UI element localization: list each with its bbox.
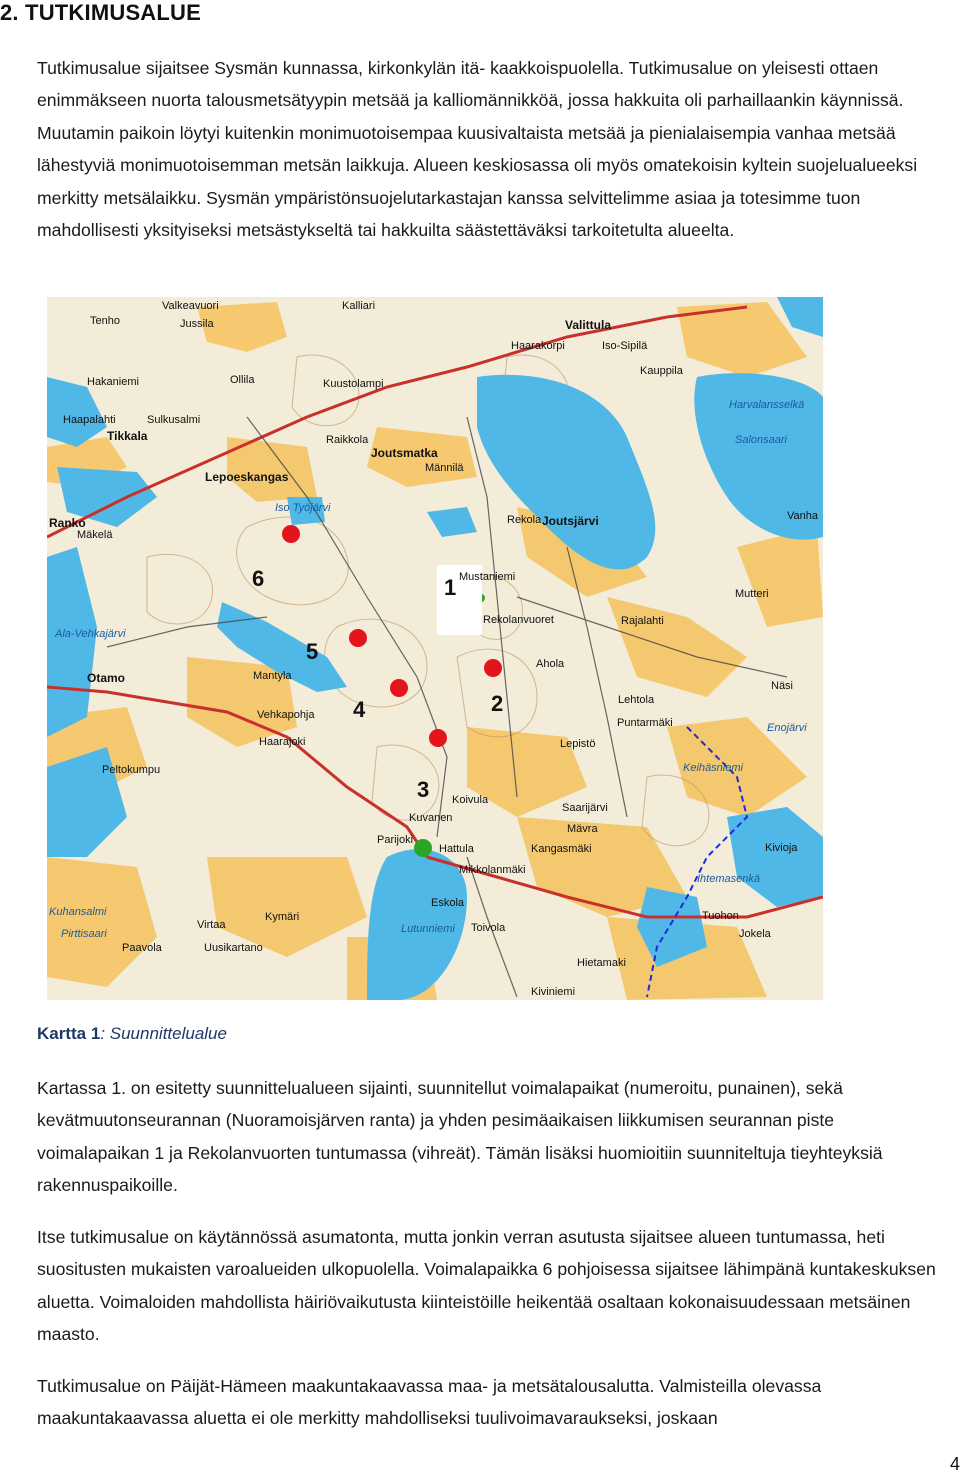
place-label: Mantyla <box>253 670 292 682</box>
place-label: Mikkolanmäki <box>459 864 526 876</box>
site-number-5: 5 <box>306 639 319 664</box>
place-label: Mutteri <box>735 588 769 600</box>
place-label: Paavola <box>122 942 162 954</box>
place-label: Keihäsniemi <box>683 762 743 774</box>
place-label: Ahola <box>536 658 565 670</box>
place-label: Lepoeskangas <box>205 470 289 484</box>
place-label: Ihtemasenkä <box>697 873 760 885</box>
place-label: Iso-Sipilä <box>602 340 648 352</box>
place-label: Hakaniemi <box>87 376 139 388</box>
place-label: Rekola <box>507 514 542 526</box>
place-label: Hattula <box>439 843 474 855</box>
place-label: Kuustolampi <box>323 378 384 390</box>
place-label: Valkeavuori <box>162 300 219 312</box>
place-label: Pirttisaari <box>61 928 107 940</box>
place-label: Sulkusalmi <box>147 414 201 426</box>
site-number-2: 2 <box>491 691 504 716</box>
place-label: Tuohon <box>702 910 739 922</box>
paragraph-zoning: Tutkimusalue on Päijät-Hämeen maakuntakaavassa maa- ja metsätalousalutta. Valmisteilla olevassa maakuntakaavassa aluetta ei ole merkitty mahdolliseksi tuulivoimavaraukseksi, joskaan <box>37 1376 822 1429</box>
place-label: Kuvanen <box>409 812 453 824</box>
paragraph-settlement: Itse tutkimusalue on käytännössä asumatonta, mutta jonkin verran asutusta sijaitsee alueen tuntumassa, heti suositusten mukaisten varoalueiden ulkopuolella. Voimalapaikka 6 pohjoisessa sijaitsee lähimpänä kuntakeskuksen aluetta. Voimaloiden mahdollista häiriövaikutusta kiinteistöille heikentää osaltaan kokonaisuudessaan metsäinen maasto. <box>37 1227 936 1345</box>
place-label: Otamo <box>87 671 126 685</box>
place-label: Lehtola <box>618 694 655 706</box>
place-label: Näsi <box>771 680 794 692</box>
place-label: Vehkapohja <box>257 709 315 721</box>
place-label: Mävra <box>567 823 598 835</box>
place-label: Kuhansalmi <box>49 906 107 918</box>
place-label: Haapalahti <box>63 414 116 426</box>
place-label: Kymäri <box>265 911 300 923</box>
place-label: Haarakorpi <box>511 340 565 352</box>
place-label: Saarijärvi <box>562 802 608 814</box>
paragraph-intro: Tutkimusalue sijaitsee Sysmän kunnassa, kirkonkylän itä- kaakkoispuolella. Tutkimusalue on yleisesti ottaen enimmäkseen nuorta talousmetsätyypin metsää ja kalliomännikköä, jossa hakkuita oli parhaillaankin käynnissä. Muutamin paikoin löytyi kuitenkin monimuotoisempaa kuusivaltaista metsää ja pienialaisempia vanhaa metsää lähestyviä monimuotoisemman metsän laikkuja. Alueen keskiosassa oli myös omatekoisin kyltein suojelualueeksi merkitty metsälaikku. Sysmän ympäristönsuojelutarkastajan kanssa selvittelimme asiaa ja totesimme tuon mahdollisesti yksityiseksi metsästykseltä tai hakkuilta säästettäväksi tarkoitetulta alueelta. <box>37 58 918 241</box>
place-label: Joutsmatka <box>371 446 438 460</box>
place-label: Iso Työjärvi <box>275 502 331 514</box>
place-label: Ala-Vehkajärvi <box>55 628 126 640</box>
place-label: Kangasmäki <box>531 843 592 855</box>
place-label: Koivula <box>452 794 489 806</box>
place-label: Kauppila <box>640 365 683 377</box>
place-label: Puntarmäki <box>617 717 673 729</box>
place-label: Peltokumpu <box>102 764 161 776</box>
place-label: Jokela <box>739 928 771 940</box>
place-label: Ranko <box>49 516 86 530</box>
paragraph-map-description: Kartassa 1. on esitetty suunnittelualueen sijainti, suunnitellut voimalapaikat (numeroitu, punainen), sekä kevätmuutonseurannan (Nuoramoisjärven ranta) ja yhden pesimäaikaisen liikkumisen seurannan piste voimalapaikan 1 ja Rekolanvuorten tuntumassa (vihreät). Tämän lisäksi huomioitiin suunniteltuja tieyhteyksiä rakennuspaikoille. <box>37 1078 883 1196</box>
place-label: Mustaniemi <box>459 571 516 583</box>
place-label: Männilä <box>425 462 464 474</box>
place-label: Jussila <box>180 318 214 330</box>
place-label: Kivioja <box>765 842 798 854</box>
map-caption <box>37 1024 227 1044</box>
place-label: Tikkala <box>107 429 148 443</box>
section-heading: 2. TUTKIMUSALUE <box>0 0 201 25</box>
site-marker <box>429 729 447 747</box>
site-marker <box>282 525 300 543</box>
place-label: Kalliari <box>342 300 376 312</box>
site-number-1: 1 <box>444 575 457 600</box>
monitoring-point <box>414 839 432 857</box>
place-label: Ollila <box>230 374 255 386</box>
place-label: Mäkelä <box>77 529 113 541</box>
place-label: Enojärvi <box>767 722 807 734</box>
site-marker <box>390 679 408 697</box>
place-label: Hietamaki <box>577 957 626 969</box>
site-number-6: 6 <box>252 566 265 591</box>
study-area-map <box>47 297 823 1000</box>
site-marker <box>484 659 502 677</box>
site-number-4: 4 <box>353 697 366 722</box>
place-label: Rajalahti <box>621 615 664 627</box>
place-label: Salonsaari <box>735 434 787 446</box>
place-label: Vanha <box>787 510 818 522</box>
place-label: Raikkola <box>326 434 369 446</box>
place-label: Tenho <box>90 315 120 327</box>
site-number-3: 3 <box>417 777 430 802</box>
place-label: Virtaa <box>197 919 226 931</box>
caption-label: Kartta 1 <box>37 1024 101 1043</box>
place-label: Uusikartano <box>204 942 263 954</box>
place-label: Valittula <box>565 318 612 332</box>
place-label: Joutsjärvi <box>542 514 599 528</box>
caption-text: : Suunnittelualue <box>100 1024 227 1043</box>
site-marker <box>349 629 367 647</box>
page-number: 4 <box>949 1454 960 1474</box>
place-label: Rekolanvuoret <box>483 614 554 626</box>
place-label: Parijoki <box>377 834 414 846</box>
place-label: Eskola <box>431 897 465 909</box>
place-label: Lutunniemi <box>401 923 455 935</box>
place-label: Toivola <box>471 922 506 934</box>
place-label: Haarajoki <box>259 736 306 748</box>
place-label: Lepistö <box>560 738 596 750</box>
place-label: Kiviniemi <box>531 986 576 998</box>
place-label: Harvalansselkä <box>729 399 805 411</box>
